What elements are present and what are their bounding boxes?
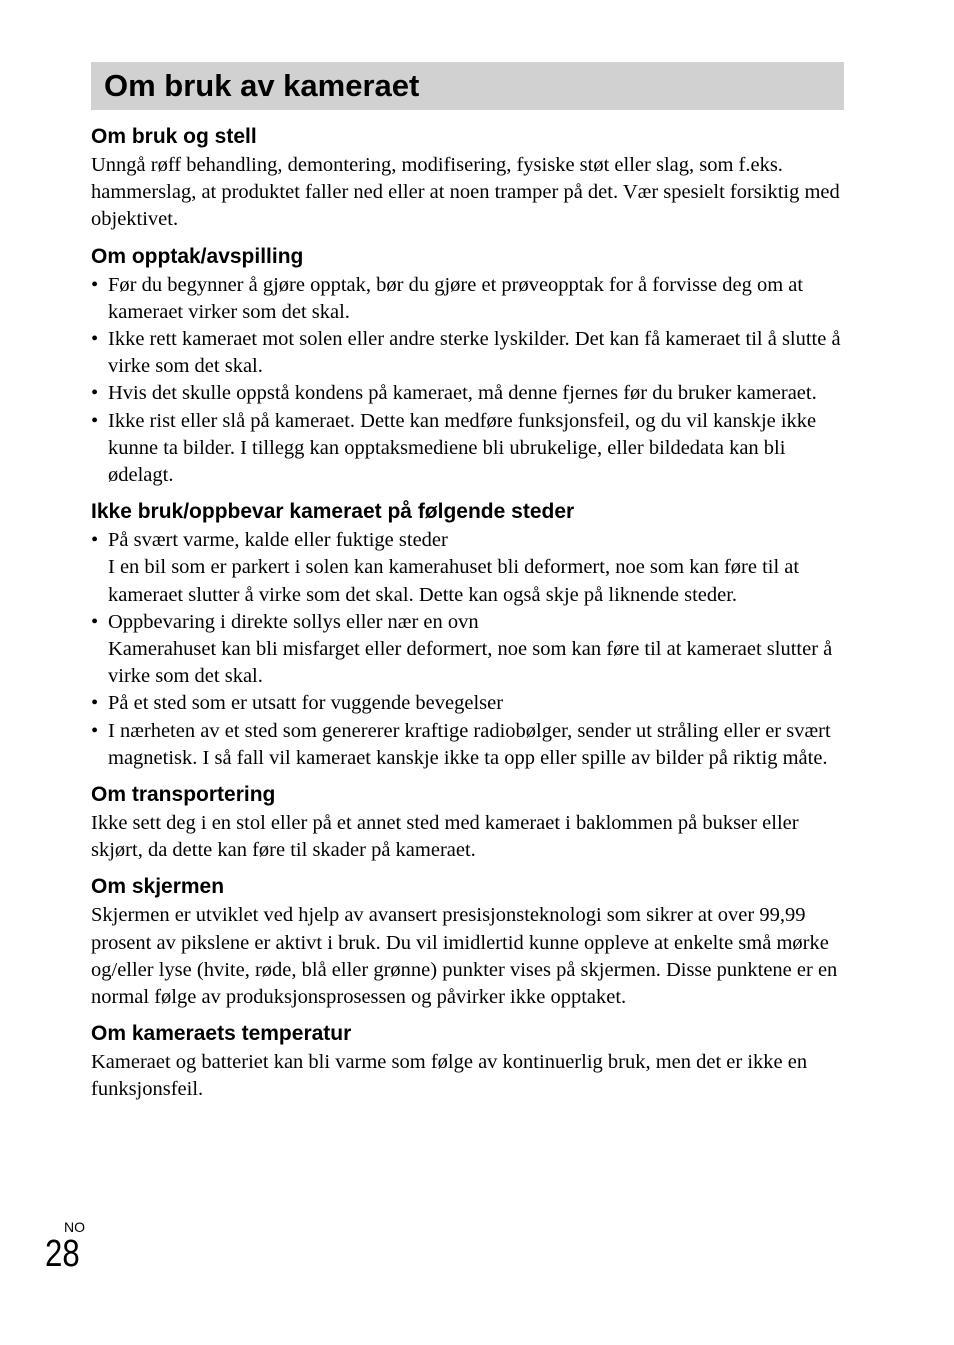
list-item-lead: • Oppbevaring i direkte sollys eller nær en ovn xyxy=(108,610,479,633)
section-care xyxy=(91,122,843,234)
bullet-list xyxy=(91,272,843,490)
section-paragraph: Kameraet og batteriet kan bli varme som følge av kontinuerlig bruk, men det er ikke en funksjonsfeil. xyxy=(91,1051,808,1101)
list-item-text: Kamerahuset kan bli misfarget eller deformert, noe som kan føre til at kameraet slutter å virke som det skal. xyxy=(108,638,833,688)
section-recording xyxy=(91,242,843,490)
list-item xyxy=(91,609,843,691)
section-heading: Ikke bruk/oppbevar kameraet på følgende steder xyxy=(91,500,575,524)
section-transport xyxy=(91,780,843,864)
list-item-lead: • På et sted som er utsatt for vuggende bevegelser xyxy=(108,692,504,715)
section-paragraph: Skjermen er utviklet ved hjelp av avansert presisjonsteknologi som sikrer at over 99,99 prosent av pikslene er aktivt i bruk. Du vil imidlertid kunne oppleve at enkelte små mørke og/eller lyse (hvite, røde, blå eller grønne) punkter vises på skjermen. Disse punktene er en normal følge av produksjonsprosessen og påvirker ikke opptaket. xyxy=(91,904,838,1009)
section-heading: Om transportering xyxy=(91,783,276,807)
page-title: Om bruk av kameraet xyxy=(104,68,420,103)
list-item: • Før du begynner å gjøre opptak, bør du gjøre et prøveopptak for å forvisse deg om at kameraet virker som det skal. xyxy=(91,272,843,326)
title-bar xyxy=(91,62,844,110)
section-temperature xyxy=(91,1019,843,1103)
section-storage-places xyxy=(91,497,843,772)
list-item xyxy=(91,527,843,609)
list-item: • Hvis det skulle oppstå kondens på kameraet, må denne fjernes før du bruker kameraet. xyxy=(91,380,843,407)
list-item xyxy=(91,690,843,717)
section-paragraph: Ikke sett deg i en stol eller på et annet sted med kameraet i baklommen på bukser eller skjørt, da dette kan føre til skader på kameraet. xyxy=(91,812,799,862)
section-paragraph: Unngå røff behandling, demontering, modifisering, fysiske støt eller slag, som f.eks. hammerslag, at produktet faller ned eller at noen tramper på det. Vær spesielt forsiktig med objektivet. xyxy=(91,154,840,231)
list-item xyxy=(91,718,843,772)
section-heading: Om bruk og stell xyxy=(91,125,257,148)
section-screen xyxy=(91,872,843,1011)
language-code: NO xyxy=(64,1219,85,1235)
list-item: • Ikke rist eller slå på kameraet. Dette kan medføre funksjonsfeil, og du vil kanskje ikke kunne ta bilder. I tillegg kan opptaksmediene bli ubrukelige, eller bildedata kan bli ødelagt. xyxy=(91,408,843,490)
section-heading: Om skjermen xyxy=(91,875,225,899)
section-heading: Om kameraets temperatur xyxy=(91,1022,352,1046)
list-item-lead: • I nærheten av et sted som genererer kraftige radiobølger, sender ut stråling eller er svært magnetisk. I så fall vil kameraet kanskje ikke ta opp eller spille av bilder på riktig måte. xyxy=(108,719,831,769)
list-item-lead: • På svært varme, kalde eller fuktige steder xyxy=(108,529,448,552)
page-number: 28 xyxy=(45,1233,80,1275)
list-item-text: I en bil som er parkert i solen kan kamerahuset bli deformert, noe som kan føre til at kameraet slutter å virke som det skal. Dette kan også skje på liknende steder. xyxy=(108,556,800,606)
section-heading: Om opptak/avspilling xyxy=(91,244,304,268)
bullet-list xyxy=(91,527,843,772)
content xyxy=(91,122,843,1112)
list-item: • Ikke rett kameraet mot solen eller andre sterke lyskilder. Det kan få kameraet til å slutte å virke som det skal. xyxy=(91,326,843,380)
